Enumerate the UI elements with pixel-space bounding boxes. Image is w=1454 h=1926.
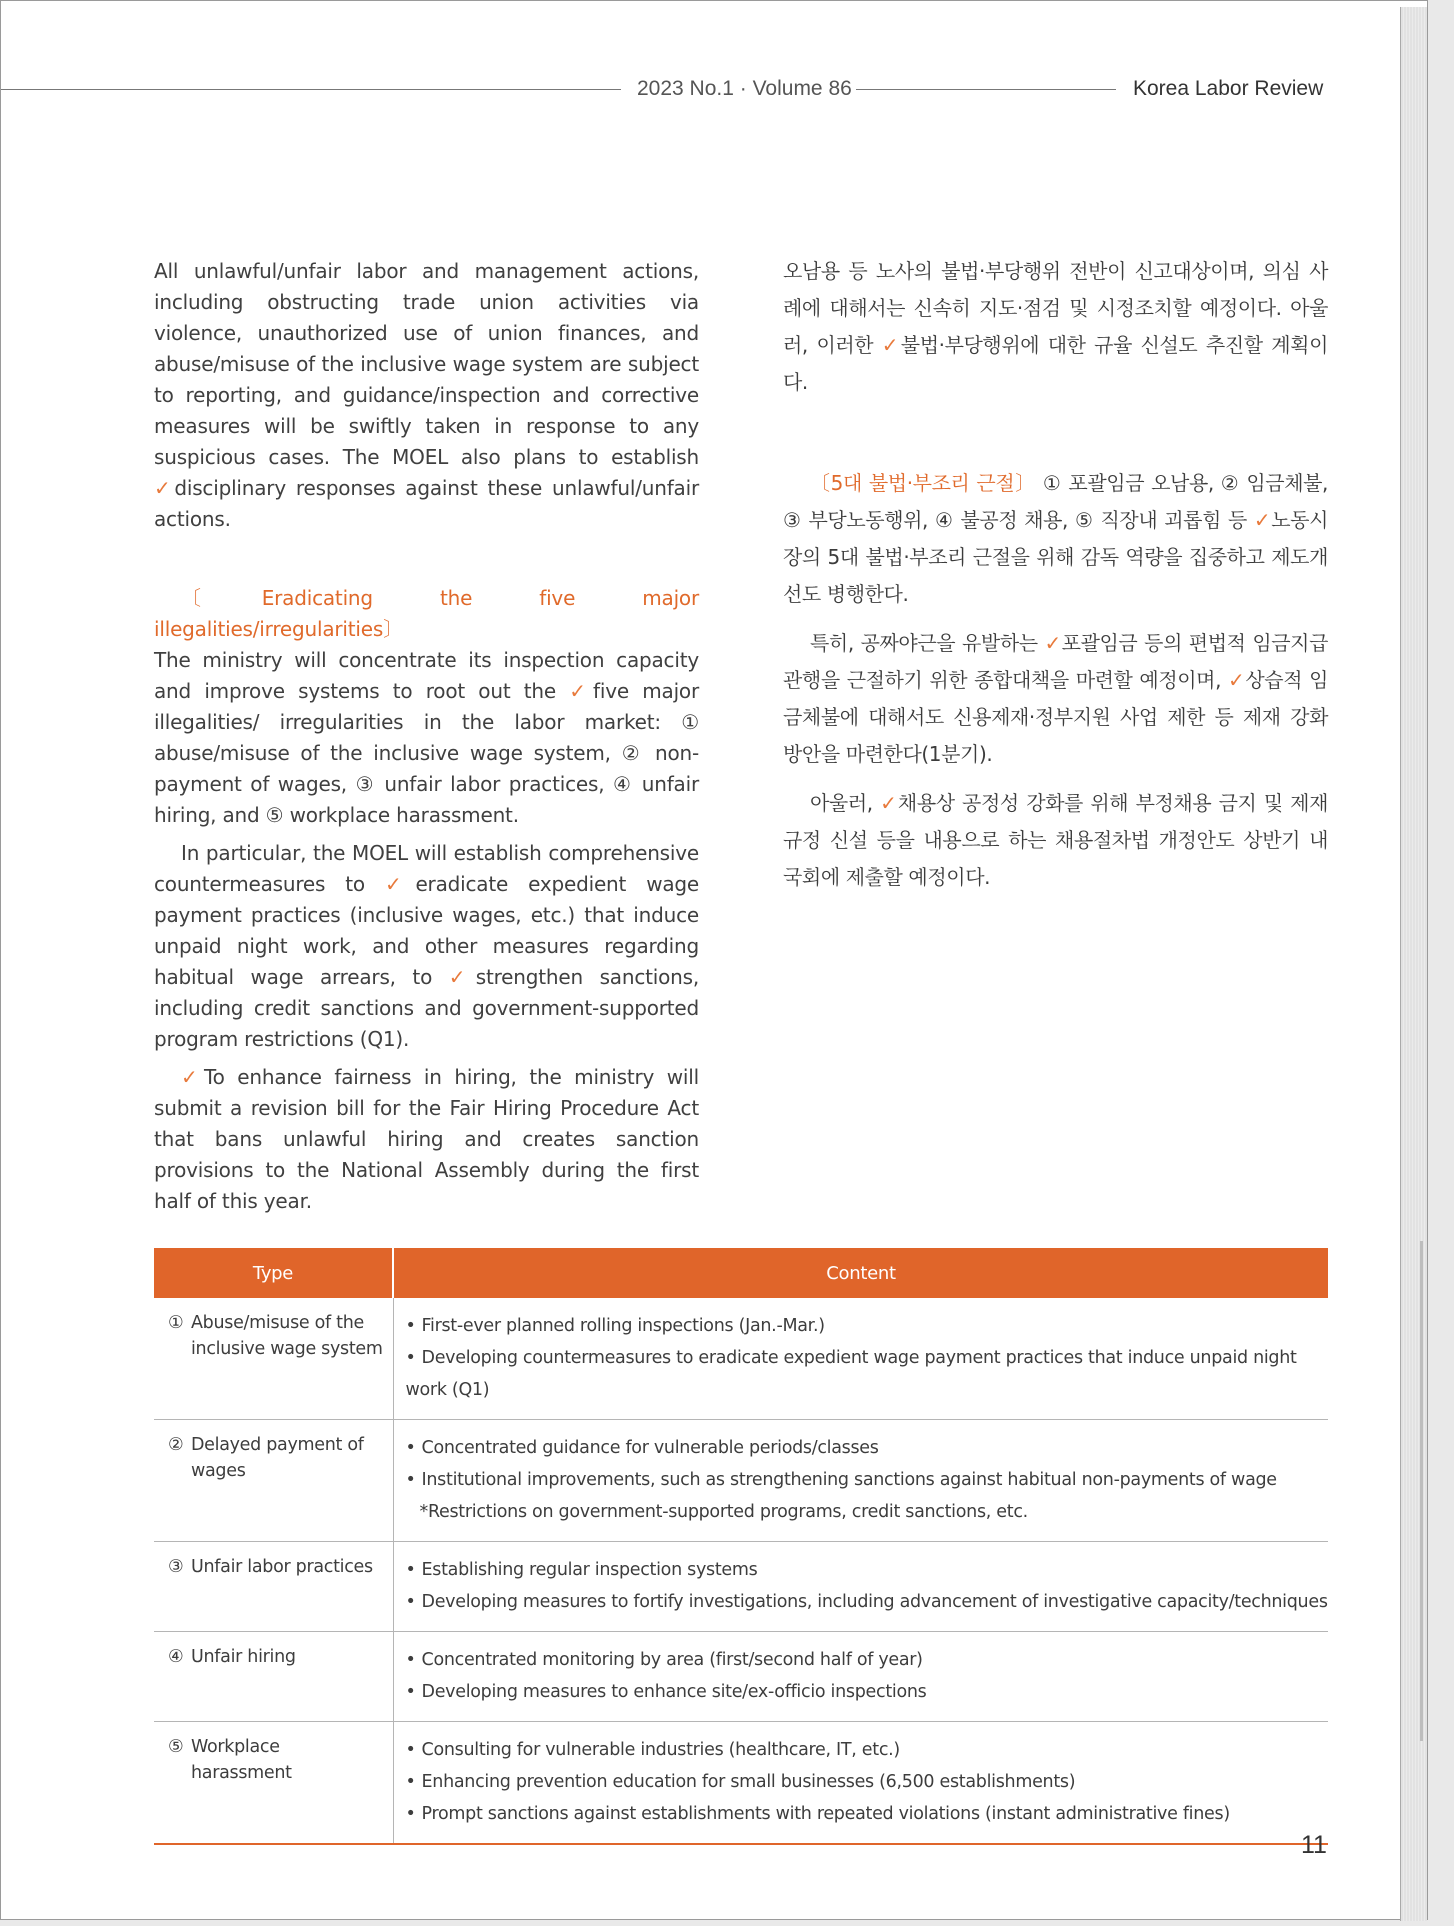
type-label: Abuse/misuse of the: [191, 1313, 364, 1333]
list-item: • Concentrated guidance for vulnerable periods/classes: [406, 1432, 1329, 1464]
page-number: 11: [1301, 1831, 1327, 1859]
content-cell: [393, 1542, 1328, 1632]
list-item: • Developing measures to enhance site/ex-officio inspections: [406, 1676, 1329, 1708]
list-item: • Developing measures to fortify investigations, including advancement of investigative capacity/techniques: [406, 1586, 1329, 1618]
type-cell: [154, 1420, 393, 1542]
english-section-heading: 〔Eradicating the five major illegalities/irregularities〕: [154, 586, 699, 641]
type-label: inclusive wage system: [191, 1339, 383, 1359]
check-icon: ✓: [880, 791, 898, 815]
header-journal: Korea Labor Review: [1133, 77, 1324, 100]
english-paragraph-4: ✓To enhance fairness in hiring, the ministry will submit a revision bill for the Fair Hiring Procedure Act that bans unlawful hiring and creates sanction provisions to the National Assembly during the first half of this year.: [154, 1065, 699, 1213]
row-number: ④: [168, 1647, 184, 1667]
check-icon: ✓: [154, 476, 175, 500]
type-cell: [154, 1632, 393, 1722]
list-item: • Institutional improvements, such as strengthening sanctions against habitual non-payments of wage: [406, 1464, 1329, 1496]
measures-table: [154, 1248, 1328, 1845]
check-icon: ✓: [448, 965, 476, 989]
check-icon: ✓: [1044, 631, 1062, 655]
column-header-type: Type: [154, 1248, 393, 1298]
content-cell: [393, 1298, 1328, 1420]
english-column: [154, 256, 699, 1217]
list-item: • Enhancing prevention education for small businesses (6,500 establishments): [406, 1766, 1329, 1798]
content-cell: [393, 1632, 1328, 1722]
list-item: • Consulting for vulnerable industries (healthcare, IT, etc.): [406, 1734, 1329, 1766]
type-cell: [154, 1298, 393, 1420]
type-label: Unfair hiring: [191, 1647, 296, 1667]
check-icon: ✓: [1253, 508, 1272, 532]
korean-section-heading: 〔5대 불법·부조리 근절〕: [810, 471, 1036, 495]
row-number: ③: [168, 1557, 184, 1577]
table-row: [154, 1420, 1328, 1542]
check-icon: ✓: [181, 1065, 205, 1089]
table-row: [154, 1632, 1328, 1722]
header-rule-right: [856, 89, 1116, 90]
korean-paragraph-4: 아울러, ✓채용상 공정성 강화를 위해 부정채용 금지 및 제재 규정 신설 등을 내용으로 하는 채용절차법 개정안도 상반기 내 국회에 제출할 예정이다.: [783, 791, 1328, 889]
korean-paragraph-2: 〔5대 불법·부조리 근절〕 ① 포괄임금 오남용, ② 임금체불, ③ 부당노동행위, ④ 불공정 채용, ⑤ 직장내 괴롭힘 등 ✓노동시장의 5대 불법·부조리 근절을 위해 감독 역량을 집중하고 제도개선도 병행한다.: [783, 471, 1328, 606]
korean-column: [783, 253, 1328, 896]
english-paragraph-2: The ministry will concentrate its inspection capacity and improve systems to root out the ✓five major illegalities/ irregularities in the labor market: ① abuse/misuse of the inclusive wage system, ② non-payment of wages, ③ unfair labor practices, ④ unfair hiring, and ⑤ workplace harassment.: [154, 648, 699, 827]
page-stack-shadow: [1420, 1241, 1423, 1741]
table-row: [154, 1722, 1328, 1845]
english-paragraph-1: All unlawful/unfair labor and management actions, including obstructing trade union activities via violence, unauthorized use of union finances, and abuse/misuse of the inclusive wage system are subject to reporting, and guidance/inspection and corrective measures will be swiftly taken in response to any suspicious cases. The MOEL also plans to establish ✓disciplinary responses against these unlawful/unfair actions.: [154, 259, 699, 531]
type-cell: [154, 1722, 393, 1845]
list-item: • First-ever planned rolling inspections (Jan.-Mar.): [406, 1310, 1329, 1342]
content-cell: [393, 1420, 1328, 1542]
content-cell: [393, 1722, 1328, 1845]
list-item: • Establishing regular inspection systems: [406, 1554, 1329, 1586]
table-header-row: [154, 1248, 1328, 1298]
table-row: [154, 1542, 1328, 1632]
type-label: Workplace harassment: [191, 1737, 292, 1783]
list-item: • Concentrated monitoring by area (first/second half of year): [406, 1644, 1329, 1676]
header-issue: 2023 No.1 · Volume 86: [637, 77, 852, 100]
type-label: Unfair labor practices: [191, 1557, 373, 1577]
check-icon: ✓: [385, 872, 416, 896]
check-icon: ✓: [1228, 668, 1246, 692]
row-number: ①: [168, 1313, 184, 1333]
table-row: [154, 1298, 1328, 1420]
column-header-content: Content: [393, 1248, 1328, 1298]
row-number: ⑤: [168, 1737, 184, 1757]
row-number: ②: [168, 1435, 184, 1455]
header-rule-left: [1, 89, 621, 90]
list-item: • Developing countermeasures to eradicate expedient wage payment practices that induce unpaid night work (Q1): [406, 1342, 1329, 1406]
english-paragraph-3: In particular, the MOEL will establish comprehensive countermeasures to ✓eradicate expedient wage payment practices (inclusive wages, etc.) that induce unpaid night work, and other measures regarding habitual wage arrears, to ✓strengthen sanctions, including credit sanctions and government-supported program restrictions (Q1).: [154, 841, 700, 1051]
list-item: • Prompt sanctions against establishments with repeated violations (instant administrative fines): [406, 1798, 1329, 1830]
type-cell: [154, 1542, 393, 1632]
check-icon: ✓: [569, 679, 593, 703]
type-label: Delayed payment of: [191, 1435, 364, 1455]
check-icon: ✓: [881, 333, 901, 357]
list-note: *Restrictions on government-supported programs, credit sanctions, etc.: [419, 1502, 1028, 1522]
korean-paragraph-3: 특히, 공짜야근을 유발하는 ✓포괄임금 등의 편법적 임금지급 관행을 근절하기 위한 종합대책을 마련할 예정이며, ✓상습적 임금체불에 대해서도 신용제재·정부지원 사업 제한 등 제재 강화 방안을 마련한다(1분기).: [783, 631, 1329, 766]
korean-paragraph-1: 오남용 등 노사의 불법·부당행위 전반이 신고대상이며, 의심 사례에 대해서는 신속히 지도·점검 및 시정조치할 예정이다. 아울러, 이러한 ✓불법·부당행위에 대한 규율 신설도 추진할 계획이다.: [783, 259, 1329, 394]
type-label: wages: [191, 1461, 246, 1481]
